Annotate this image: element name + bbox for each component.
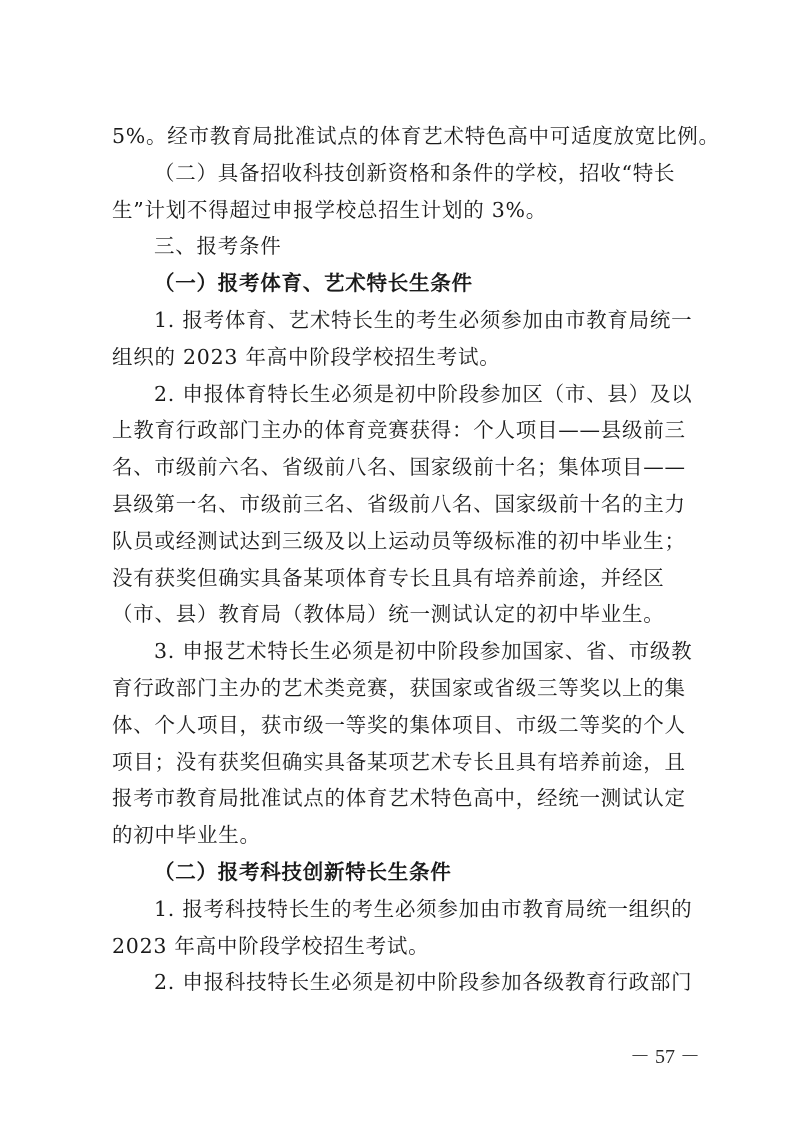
text-line: 1. 报考体育、艺术特长生的考生必须参加由市教育局统一 [154, 307, 693, 332]
text-line: （市、县）教育局（教体局）统一测试认定的初中毕业生。 [112, 602, 665, 627]
text-line: 队员或经测试达到三级及以上运动员等级标准的初中毕业生； [112, 528, 686, 553]
text-line: 2. 申报科技特长生必须是初中阶段参加各级教育行政部门 [154, 970, 693, 995]
text-line: 组织的 2023 年高中阶段学校招生考试。 [112, 344, 501, 369]
text-line: 县级第一名、市级前三名、省级前八名、国家级前十名的主力 [112, 491, 686, 516]
text-line: 的初中毕业生。 [112, 823, 261, 848]
text-line: 项目；没有获奖但确实具备某项艺术专长且具有培养前途，且 [112, 749, 686, 774]
text-line: 1. 报考科技特长生的考生必须参加由市教育局统一组织的 [154, 896, 693, 921]
text-line: 体、个人项目，获市级一等奖的集体项目、市级二等奖的个人 [112, 712, 686, 737]
text-line: 2. 申报体育特长生必须是初中阶段参加区（市、县）及以 [154, 381, 693, 406]
text-line: 上教育行政部门主办的体育竞赛获得：个人项目——县级前三 [112, 418, 686, 443]
section-heading: 三、报考条件 [154, 234, 282, 259]
text-line: 生”计划不得超过申报学校总招生计划的 3%。 [112, 197, 548, 222]
text-line: 名、市级前六名、省级前八名、国家级前十名；集体项目—— [112, 455, 686, 480]
subsection-heading: （二）报考科技创新特长生条件 [154, 859, 452, 884]
text-line: 2023 年高中阶段学校招生考试。 [112, 933, 430, 958]
document-body [112, 118, 720, 1001]
subsection-heading: （一）报考体育、艺术特长生条件 [154, 271, 473, 296]
text-line: 5%。经市教育局批准试点的体育艺术特色高中可适度放宽比例。 [112, 124, 720, 148]
text-line: 没有获奖但确实具备某项体育专长且具有培养前途，并经区 [112, 565, 665, 590]
text-line: （二）具备招收科技创新资格和条件的学校，招收“特长 [154, 160, 676, 185]
text-line: 报考市教育局批准试点的体育艺术特色高中，经统一测试认定 [112, 786, 686, 811]
page-number: － 57 － [630, 1046, 700, 1068]
text-line: 3. 申报艺术特长生必须是初中阶段参加国家、省、市级教 [154, 639, 693, 664]
text-line: 育行政部门主办的艺术类竞赛，获国家或省级三等奖以上的集 [112, 675, 686, 700]
